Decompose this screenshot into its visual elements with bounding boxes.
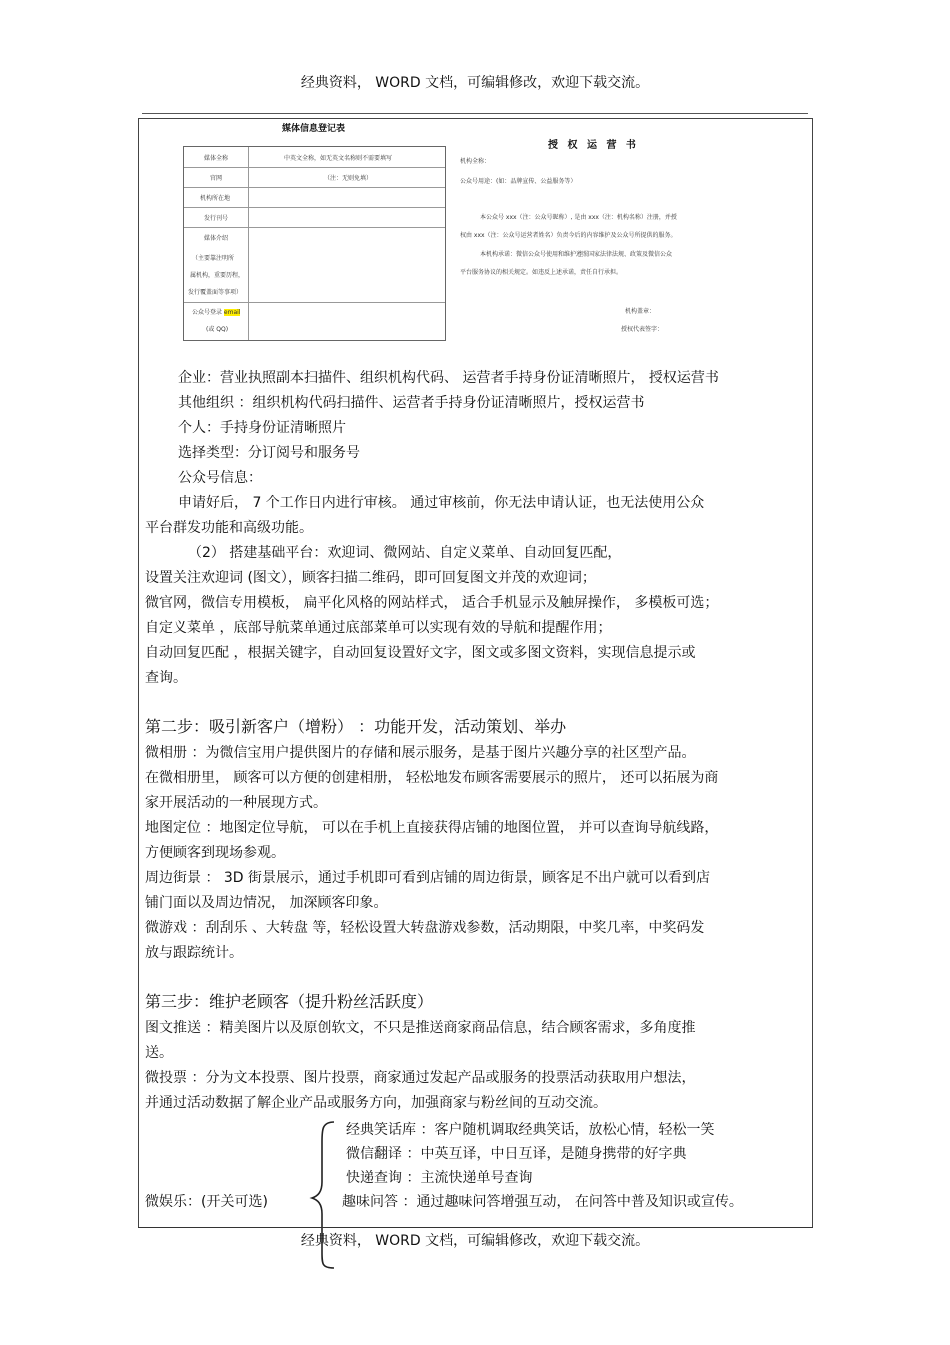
table-title: 媒体信息登记表 bbox=[282, 124, 346, 134]
text-line: 自动回复匹配 ，根据关键字，自动回复设置好文字，图文或多图文资料，实现信息提示或 bbox=[145, 645, 696, 661]
table-row bbox=[184, 167, 445, 168]
text-line: 公众号信息： bbox=[178, 470, 262, 486]
section-heading: 第二步：吸引新客户（增粉） ：功能开发，活动策划、举办 bbox=[145, 717, 567, 736]
table-row bbox=[184, 207, 445, 208]
text-line: 企业：营业执照副本扫描件、组织机构代码、 运营者手持身份证清晰照片， 授权运营书 bbox=[178, 370, 719, 386]
row-label: 官网 bbox=[210, 175, 223, 182]
intro-note: 属机构，重要历程， bbox=[190, 272, 245, 279]
row-label: 机构所在地 bbox=[200, 195, 231, 202]
auth-title: 授 权 运 营 书 bbox=[548, 140, 639, 151]
table-row bbox=[184, 302, 445, 303]
auth-line: 公众号用途：(如：品牌宣传、公益服务等） bbox=[460, 178, 577, 185]
row-label: 公众号登录 email bbox=[192, 309, 241, 316]
row-label: 媒体介绍 bbox=[204, 235, 229, 242]
text-line: 微投票 ：分为文本投票、图片投票，商家通过发起产品或服务的投票活动获取用户想法， bbox=[145, 1070, 696, 1086]
text-line: 微信翻译 ：中英互译，中日互译，是随身携带的好字典 bbox=[346, 1146, 687, 1162]
text-line: 查询。 bbox=[145, 670, 187, 686]
auth-line: 权由 xxx（注：公众号运营者姓名）负责今后的内容维护及公众号所提供的服务。 bbox=[460, 232, 677, 239]
page-footer: 经典资料， WORD 文档，可编辑修改，欢迎下载交流。 bbox=[300, 1233, 650, 1249]
text-line: 其他组织 ：组织机构代码扫描件、运营者手持身份证清晰照片，授权运营书 bbox=[178, 395, 645, 411]
text-line: 个人：手持身份证清晰照片 bbox=[178, 420, 346, 436]
text-line: 趣味问答 ：通过趣味问答增强互动， 在问答中普及知识或宣传。 bbox=[342, 1194, 743, 1210]
auth-line: 本公众号 xxx（注：公众号昵称）, 是由 xxx（注：机构名称）注册，并授 bbox=[480, 214, 677, 221]
text-line: 自定义菜单 ，底部导航菜单通过底部菜单可以实现有效的导航和提醒作用； bbox=[145, 620, 612, 636]
auth-line: 本机构承诺：微信公众号使用和维护遵照国家法律法规、政策及微信公众 bbox=[480, 251, 673, 258]
page-header: 经典资料， WORD 文档，可编辑修改，欢迎下载交流。 bbox=[300, 75, 650, 91]
row-value: 中英文全称，如无英文名称则不需要填写 bbox=[284, 155, 393, 162]
header-rule bbox=[142, 113, 808, 114]
section-heading: 第三步：维护老顾客（提升粉丝活跃度） bbox=[145, 992, 434, 1011]
table-row bbox=[184, 227, 445, 228]
table-divider bbox=[248, 147, 249, 340]
auth-line: 平台服务协议的相关规定。如违反上述承诺，责任自行承担。 bbox=[460, 269, 623, 276]
text-line: 申请好后， 7 个工作日内进行审核。 通过审核前，你无法申请认证，也无法使用公众 bbox=[178, 495, 705, 511]
intro-note: 发行覆盖面等事项） bbox=[188, 289, 243, 296]
text-line: 微游戏 ：刮刮乐 、大转盘 等，轻松设置大转盘游戏参数，活动期限，中奖几率，中奖码发 bbox=[145, 920, 705, 936]
auth-line: 机构盖章： bbox=[625, 308, 656, 315]
email-highlight: email bbox=[223, 309, 241, 316]
text-line: 方便顾客到现场参观。 bbox=[145, 845, 285, 861]
text-line: 送。 bbox=[145, 1045, 173, 1061]
text-line: 家开展活动的一种展现方式。 bbox=[145, 795, 327, 811]
text-line: 并通过活动数据了解企业产品或服务方向，加强商家与粉丝间的互动交流。 bbox=[145, 1095, 607, 1111]
text-line: 周边街景 ： 3D 街景展示，通过手机即可看到店铺的周边街景，顾客足不出户就可以看到店 bbox=[145, 870, 711, 886]
text-line: 地图定位 ：地图定位导航， 可以在手机上直接获得店铺的地图位置， 并可以查询导航线路， bbox=[145, 820, 719, 836]
row-label: 媒体全称 bbox=[204, 155, 229, 162]
text-line: 在微相册里， 顾客可以方便的创建相册， 轻松地发布顾客需要展示的照片， 还可以拓展为商 bbox=[145, 770, 719, 786]
text-line: 放与跟踪统计。 bbox=[145, 945, 243, 961]
auth-line: 授权代表签字： bbox=[621, 326, 664, 333]
text-line: 微官网，微信专用模板， 扁平化风格的网站样式， 适合手机显示及触屏操作， 多模板可选； bbox=[145, 595, 719, 611]
text-line: 图文推送 ：精美图片以及原创软文，不只是推送商家商品信息，结合顾客需求，多角度推 bbox=[145, 1020, 696, 1036]
frame-bottom-rule bbox=[138, 1227, 813, 1228]
text-line: 微娱乐：(开关可选) bbox=[145, 1194, 268, 1210]
text-line: 快递查询 ：主流快递单号查询 bbox=[346, 1170, 533, 1186]
text-line: 铺门面以及周边情况， 加深顾客印象。 bbox=[145, 895, 388, 911]
text-line: 选择类型：分订阅号和服务号 bbox=[178, 445, 360, 461]
text-line: （2） 搭建基础平台：欢迎词、微网站、自定义菜单、自动回复匹配， bbox=[188, 545, 622, 561]
text-line: 经典笑话库 ：客户随机调取经典笑话，放松心情，轻松一笑 bbox=[346, 1122, 715, 1138]
auth-line: 机构全称： bbox=[460, 158, 491, 165]
registration-table bbox=[183, 146, 446, 341]
qq-note: (或 QQ) bbox=[206, 326, 229, 333]
intro-note: （主要靠注明所 bbox=[192, 255, 235, 262]
row-label: 发行刊号 bbox=[204, 215, 229, 222]
table-row bbox=[184, 187, 445, 188]
row-value: （注：无则免填） bbox=[324, 175, 373, 182]
text-line: 设置关注欢迎词 (图文），顾客扫描二维码，即可回复图文并茂的欢迎词； bbox=[145, 570, 596, 586]
text-line: 平台群发功能和高级功能。 bbox=[145, 520, 313, 536]
text-line: 微相册 ：为微信宝用户提供图片的存储和展示服务，是基于图片兴趣分享的社区型产品。 bbox=[145, 745, 696, 761]
